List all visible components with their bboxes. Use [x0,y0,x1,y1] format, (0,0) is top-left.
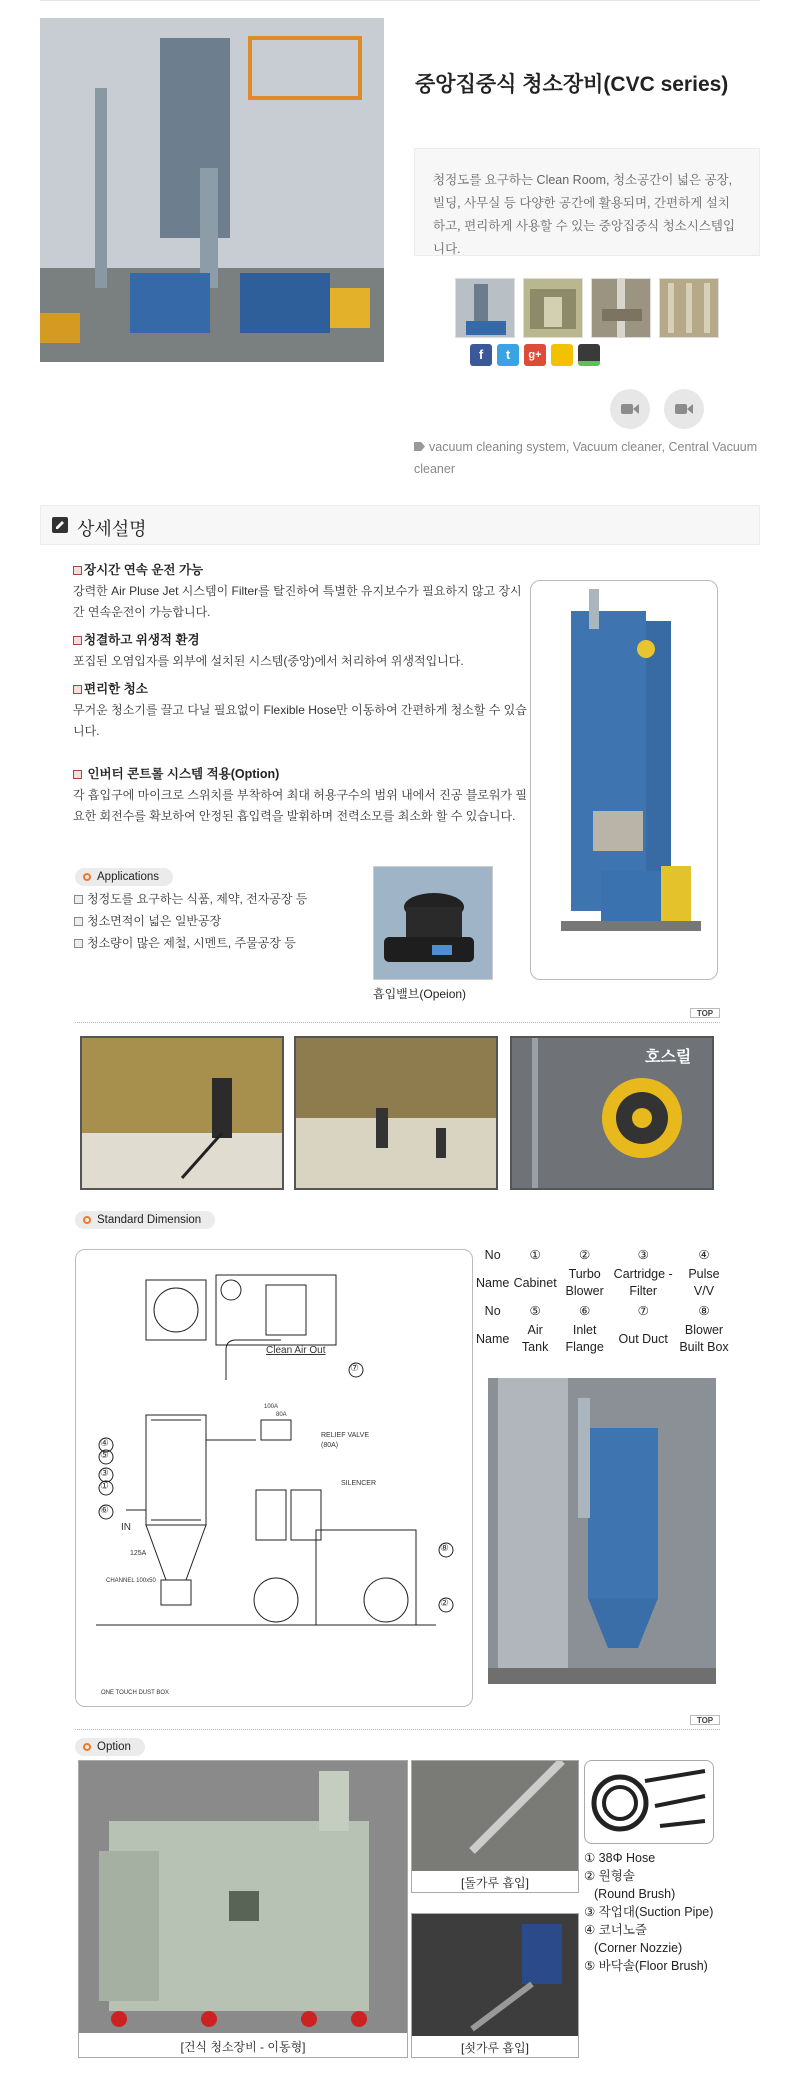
relief-valve-size: (80A) [321,1442,339,1449]
usage-photo-2 [294,1036,498,1190]
suction-valve-image [373,866,493,980]
option-main-frame [78,1760,408,2058]
callout-8: ⑧ [440,1543,449,1554]
table-row [474,1246,732,1264]
facebook-share-icon[interactable]: f [470,344,492,366]
table-cell: Blower Built Box [679,1323,729,1354]
accessories-image [585,1761,713,1843]
video-camera-icon [675,402,693,416]
dust-box-label: ONE TOUCH DUST BOX [101,1690,170,1696]
table-cell: Name [476,1331,510,1346]
application-item-1: 청정도를 요구하는 식품, 제약, 전자공장 등 [74,890,307,907]
size-125a: 125A [130,1550,147,1557]
thumbnail-4[interactable] [659,278,719,338]
dimension-drawing-frame [75,1249,473,1707]
callout-6: ⑥ [100,1505,109,1516]
callout-1: ① [100,1481,109,1492]
applications-label: Applications [75,868,173,886]
table-row [474,1320,732,1358]
relief-valve-label: RELIEF VALVE [321,1432,369,1439]
thumbnail-2[interactable] [523,278,583,338]
divider [75,1022,720,1023]
table-cell: ⑥ [579,1303,591,1318]
accessory-item: ⑤ 바닥솔(Floor Brush) [584,1959,708,1973]
product-main-image [40,18,384,362]
edit-icon [52,517,68,533]
table-cell: Out Duct [618,1331,668,1346]
installed-unit-photo [488,1378,716,1684]
tag-icon [414,442,425,451]
thumbnail-1[interactable] [455,278,515,338]
feature-title-2: 청결하고 위생적 환경 [73,630,528,648]
table-cell: Inlet Flange [565,1323,604,1354]
iron-powder-frame [411,1913,579,2058]
channel-label: CHANNEL 100x50 [106,1578,156,1584]
video-button-2[interactable] [664,389,704,429]
thumbnail-3[interactable] [591,278,651,338]
back-to-top-button[interactable]: TOP [690,1008,720,1018]
detail-header-title: 상세설명 [77,519,147,539]
accessory-item: (Corner Nozzie) [594,1941,683,1955]
usage-photo-1 [80,1036,284,1190]
callout-5: ⑤ [100,1450,109,1461]
table-cell: ① [529,1247,541,1262]
feature-title-4: 인버터 콘트롤 시스템 적용(Option) [73,764,528,782]
accessory-item: ① 38Φ Hose [584,1851,656,1865]
feature-title-3: 편리한 청소 [73,679,528,697]
accessory-item: ③ 작업대(Suction Pipe) [584,1905,714,1919]
table-cell: Cartridge - Filter [613,1267,673,1298]
cvc-machine-image [531,581,717,979]
kakao-share-icon[interactable] [551,344,573,366]
size-100a: 100A [264,1404,279,1410]
band-share-icon[interactable] [578,344,600,366]
table-cell: No [484,1303,501,1318]
table-cell: ④ [698,1247,710,1262]
table-cell: ⑧ [698,1303,710,1318]
table-cell: ⑦ [637,1303,649,1318]
google-plus-share-icon[interactable]: g+ [524,344,546,366]
stone-powder-caption: [돌가루 흡입] [461,1876,529,1890]
feature-body-3: 무거운 청소기를 끌고 다닐 필요없이 Flexible Hose만 이동하여 간편하게 청소할 수 있습니다. [73,703,527,738]
callout-3: ③ [100,1468,109,1479]
mobile-dry-cleaner-image [79,1761,407,2033]
callout-4: ④ [100,1438,109,1449]
feature-list [73,560,528,827]
feature-title-1: 장시간 연속 운전 가능 [73,560,528,578]
size-80a: 80A [276,1412,287,1418]
product-title: 중앙집중식 청소장비(CVC series) [415,73,729,96]
callout-7: ⑦ [350,1363,359,1374]
feature-body-4: 각 흡입구에 마이크로 스위치를 부착하여 최대 허용구수의 범위 내에서 진공 블로워가 필요한 회전수를 확보하여 안정된 흡입력을 발휘하며 전력소모를 최소화 할 수 있습니다. [73,788,527,823]
hose-reel-label: 호스릴 [645,1049,692,1066]
accessory-item: ② 원형솔 [584,1869,635,1883]
dimension-table [474,1246,732,1358]
option-label: Option [75,1738,145,1756]
table-cell: Air Tank [521,1323,549,1354]
machine-image-frame [530,580,718,980]
iron-powder-caption: [쇳가루 흡입] [461,2041,529,2055]
accessory-item: (Round Brush) [594,1887,676,1901]
stone-powder-image [412,1761,578,1871]
table-cell: No [484,1247,501,1262]
callout-2: ② [440,1598,449,1609]
table-cell: Name [476,1275,510,1290]
detail-section-header [40,505,760,545]
application-item-3: 청소량이 많은 제철, 시멘트, 주물공장 등 [74,934,296,951]
top-divider [40,0,760,2]
feature-body-2: 포집된 오염입자를 외부에 설치된 시스템(중앙)에서 처리하여 위생적입니다. [73,654,464,668]
standard-dimension-label: Standard Dimension [75,1211,215,1229]
table-cell: Pulse V/V [688,1267,720,1298]
table-row [474,1264,732,1302]
technical-drawing [76,1250,472,1706]
stone-powder-frame [411,1760,579,1893]
table-cell: ② [579,1247,591,1262]
accessories-image-frame [584,1760,714,1844]
video-camera-icon [621,402,639,416]
product-description: 청정도를 요구하는 Clean Room, 청소공간이 넓은 공장, 빌딩, 사무실 등 다양한 공간에 활용되며, 간편하게 설치하고, 편리하게 사용할 수 있는 중앙집중식 청소시스템입니다. [414,148,760,256]
table-row [474,1302,732,1320]
product-tags [414,436,760,480]
divider [75,1729,720,1730]
inlet-label: IN [121,1522,131,1533]
application-item-2: 청소면적이 넓은 일반공장 [74,912,221,929]
feature-body-1: 강력한 Air Pluse Jet 시스템이 Filter를 탈진하여 특별한 유지보수가 필요하지 않고 장시간 연속운전이 가능합니다. [73,584,522,619]
table-cell: Cabinet [513,1275,557,1290]
table-cell: ③ [637,1247,649,1262]
valve-caption: 흡입밸브(Opeion) [373,987,467,1001]
table-cell: ⑤ [529,1303,541,1318]
accessory-item: ④ 코너노즐 [584,1923,647,1937]
table-cell: Turbo Blower [565,1267,604,1298]
silencer-label: SILENCER [341,1480,377,1487]
video-button-1[interactable] [610,389,650,429]
twitter-share-icon[interactable]: t [497,344,519,366]
accessory-list [584,1849,774,1975]
back-to-top-button[interactable]: TOP [690,1715,720,1725]
clean-air-label: Clean Air Out [266,1345,326,1356]
option-main-caption: [건식 청소장비 - 이동형] [180,2040,306,2054]
tags-text[interactable]: vacuum cleaning system, Vacuum cleaner, Central Vacuum cleaner [414,440,758,476]
iron-powder-image [412,1914,578,2036]
